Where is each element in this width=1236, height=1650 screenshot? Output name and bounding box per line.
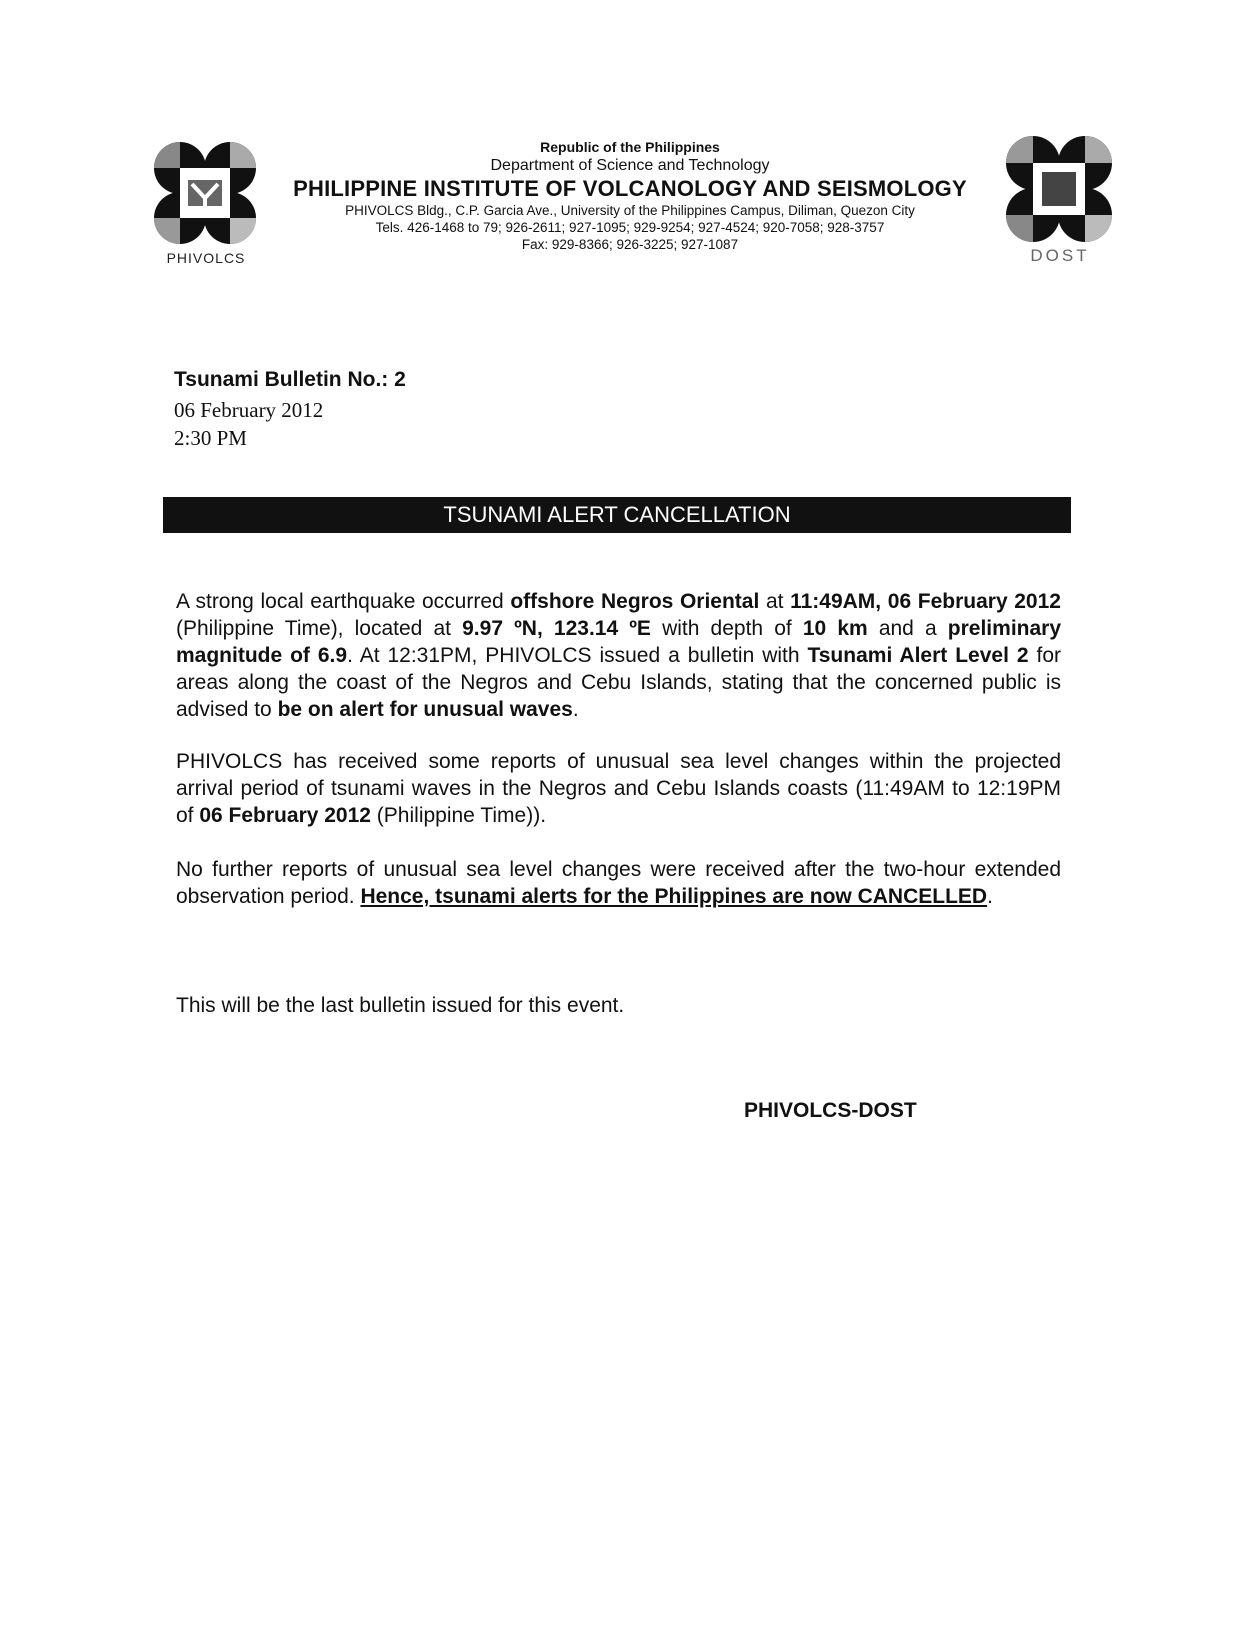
department-line: Department of Science and Technology (490, 157, 770, 174)
dost-logo-icon (1004, 134, 1114, 244)
paragraph-sea-level-reports: PHIVOLCS has received some reports of unusual sea level changes within the projected arrival period of tsunami waves in the Negros and Cebu Islands coasts (11:49AM to 12:19PM of 06 February 2012 (Philippine Time)). (176, 750, 1061, 827)
dost-logo (1004, 134, 1114, 244)
phivolcs-logo-caption: PHIVOLCS (166, 250, 246, 266)
fax-line: Fax: 929-8366; 926-3225; 927-1087 (521, 237, 739, 252)
republic-line: Republic of the Philippines (540, 139, 720, 155)
paragraph-cancellation: No further reports of unusual sea level changes were received after the two-hour extended observation period. Hence, tsunami alerts for the Philippines are now CANCELLED. (176, 858, 1061, 908)
signature: PHIVOLCS-DOST (744, 1099, 917, 1122)
cancellation-statement: Hence, tsunami alerts for the Philippines are now CANCELLED (360, 885, 988, 908)
address-line: PHIVOLCS Bldg., C.P. Garcia Ave., University of the Philippines Campus, Diliman, Quezon City (345, 203, 915, 218)
institute-name: PHILIPPINE INSTITUTE OF VOLCANOLOGY AND SEISMOLOGY (293, 176, 967, 201)
dost-logo-caption: DOST (1030, 246, 1090, 265)
bulletin-number (174, 368, 406, 392)
phivolcs-logo-icon (152, 140, 258, 246)
phivolcs-logo (152, 140, 258, 246)
telephone-line: Tels. 426-1468 to 79; 926-2611; 927-1095; 929-9254; 927-4524; 920-7058; 928-3757 (375, 220, 885, 235)
bulletin-date: 06 February 2012 (174, 398, 324, 422)
paragraph-earthquake-details: A strong local earthquake occurred offshore Negros Oriental at 11:49AM, 06 February 2012 (Philippine Time), located at 9.97 ºN, 123.14 ºE with depth of 10 km and a preliminary magnitude of 6.9. At 12:31PM, PHIVOLCS issued a bulletin with Tsunami Alert Level 2 for areas along the coast of the Negros and Cebu Islands, stating that the concerned public is advised to be on alert for unusual waves. (176, 590, 1062, 721)
bulletin-time: 2:30 PM (174, 426, 247, 450)
bulletin-number-label: Tsunami Bulletin No.: (174, 368, 389, 391)
alert-title-banner: TSUNAMI ALERT CANCELLATION (163, 497, 1071, 533)
paragraph-last-bulletin: This will be the last bulletin issued for this event. (176, 994, 625, 1017)
bulletin-number-value: 2 (394, 368, 406, 391)
letterhead (270, 138, 990, 253)
